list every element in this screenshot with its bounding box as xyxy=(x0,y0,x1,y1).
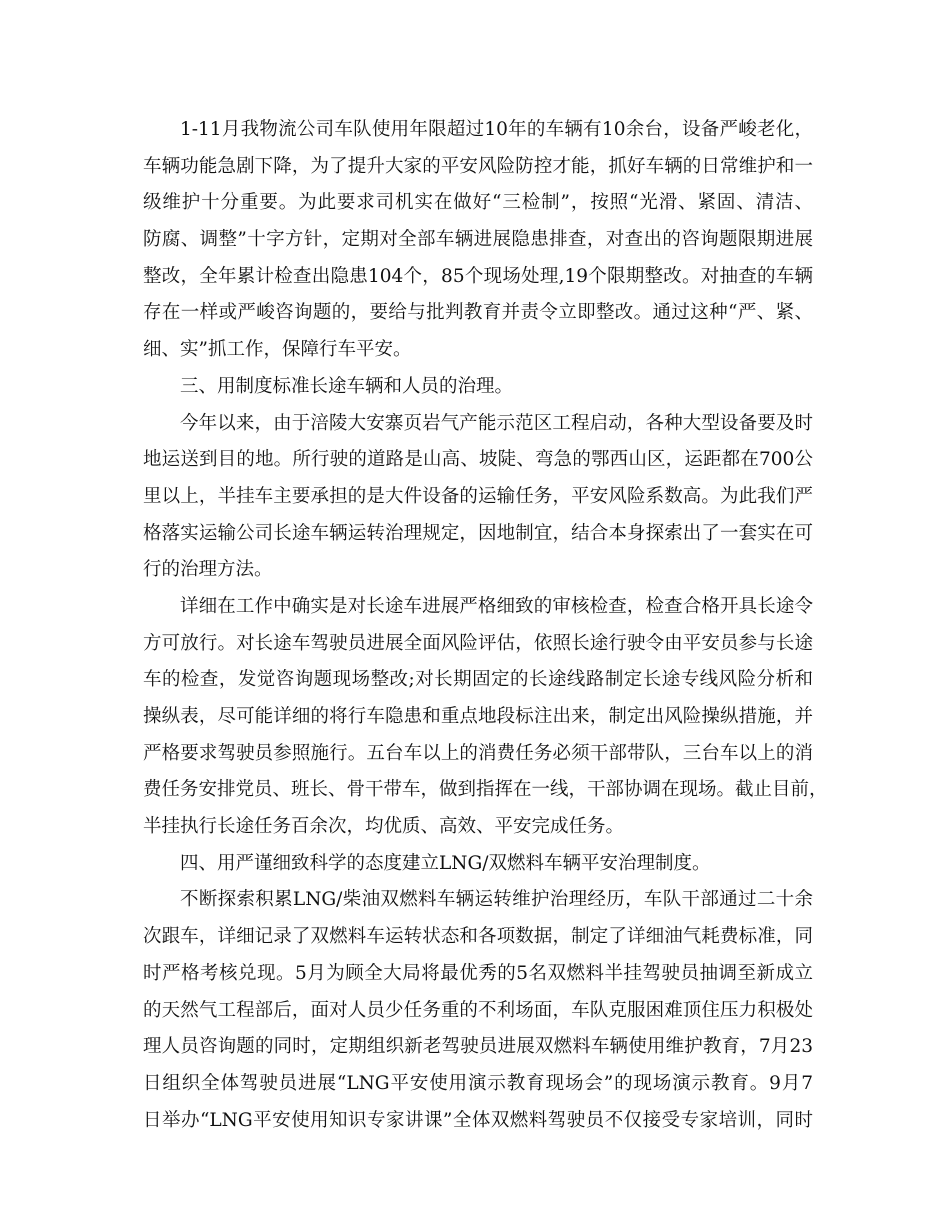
paragraph-line: 费任务安排党员、班长、骨干带车，做到指挥在一线，干部协调在现场。截止目前， xyxy=(143,779,828,801)
paragraph-line: 里以上，半挂车主要承担的是大件设备的运输任务，平安风险系数高。为此我们严 xyxy=(143,485,813,507)
paragraph-line: 时严格考核兑现。5月为顾全大局将最优秀的5名双燃料半挂驾驶员抽调至新成立 xyxy=(143,962,813,984)
paragraph-line: 防腐、调整”十字方针，定期对全部车辆进展隐患排查，对查出的咨询题限期进展 xyxy=(143,229,813,251)
document-body xyxy=(143,112,828,1139)
paragraph-line: 操纵表，尽可能详细的将行车隐患和重点地段标注出来，制定出风险操纵措施，并 xyxy=(143,706,813,727)
paragraph-line: 的天然气工程部后，面对人员少任务重的不利场面，车队克服困难顶住压力积极处 xyxy=(143,999,813,1021)
paragraph-line: 车辆功能急剧下降，为了提升大家的平安风险防控才能，抓好车辆的日常维护和一 xyxy=(143,155,813,177)
paragraph-line: 细、实”抓工作，保障行车平安。 xyxy=(143,339,412,361)
paragraph-first-line: 四、用严谨细致科学的态度建立LNG/双燃料车辆平安治理制度。 xyxy=(180,852,711,874)
paragraph-line: 方可放行。对长途车驾驶员进展全面风险评估，依照长途行驶令由平安员参与长途 xyxy=(143,632,813,654)
paragraph-line: 级维护十分重要。为此要求司机实在做好“三检制”，按照“光滑、紧固、清洁、 xyxy=(143,192,813,214)
paragraph-line: 理人员咨询题的同时，定期组织新老驾驶员进展双燃料车辆使用维护教育，7月23 xyxy=(143,1036,813,1058)
paragraph-first-line: 今年以来，由于涪陵大安寨页岩气产能示范区工程启动，各种大型设备要及时 xyxy=(180,412,813,434)
paragraph-first-line: 详细在工作中确实是对长途车进展严格细致的审核检查，检查合格开具长途令 xyxy=(180,595,813,617)
paragraph-line: 日举办“LNG平安使用知识专家讲课”全体双燃料驾驶员不仅接受专家培训，同时 xyxy=(143,1109,813,1131)
paragraph-first-line: 1-11月我物流公司车队使用年限超过10年的车辆有10余台，设备严峻老化， xyxy=(180,119,813,140)
paragraph-line: 车的检查，发觉咨询题现场整改;对长期固定的长途线路制定长途专线风险分析和 xyxy=(143,669,813,691)
paragraph-line: 存在一样或严峻咨询题的，要给与批判教育并责令立即整改。通过这种“严、紧、 xyxy=(143,302,813,324)
paragraph-line: 地运送到目的地。所行驶的道路是山高、坡陡、弯急的鄂西山区，运距都在700公 xyxy=(143,449,813,471)
paragraph-line: 严格要求驾驶员参照施行。五台车以上的消费任务必须干部带队，三台车以上的消 xyxy=(143,742,813,764)
paragraph-line: 格落实运输公司长途车辆运转治理规定，因地制宜，结合本身探索出了一套实在可 xyxy=(143,522,813,544)
paragraph-line: 行的治理方法。 xyxy=(143,559,273,581)
paragraph-line: 次跟车，详细记录了双燃料车运转状态和各项数据，制定了详细油气耗费标准，同 xyxy=(143,926,813,948)
paragraph-first-line: 三、用制度标准长途车辆和人员的治理。 xyxy=(180,375,514,397)
paragraph-line: 日组织全体驾驶员进展“LNG平安使用演示教育现场会”的现场演示教育。9月7 xyxy=(143,1072,813,1094)
paragraph-first-line: 不断探索积累LNG/柴油双燃料车辆运转维护治理经历，车队干部通过二十余 xyxy=(180,889,813,911)
paragraph-line: 整改，全年累计检查出隐患104个，85个现场处理,19个限期整改。对抽查的车辆 xyxy=(143,265,813,287)
paragraph-line: 半挂执行长途任务百余次，均优质、高效、平安完成任务。 xyxy=(143,816,625,838)
